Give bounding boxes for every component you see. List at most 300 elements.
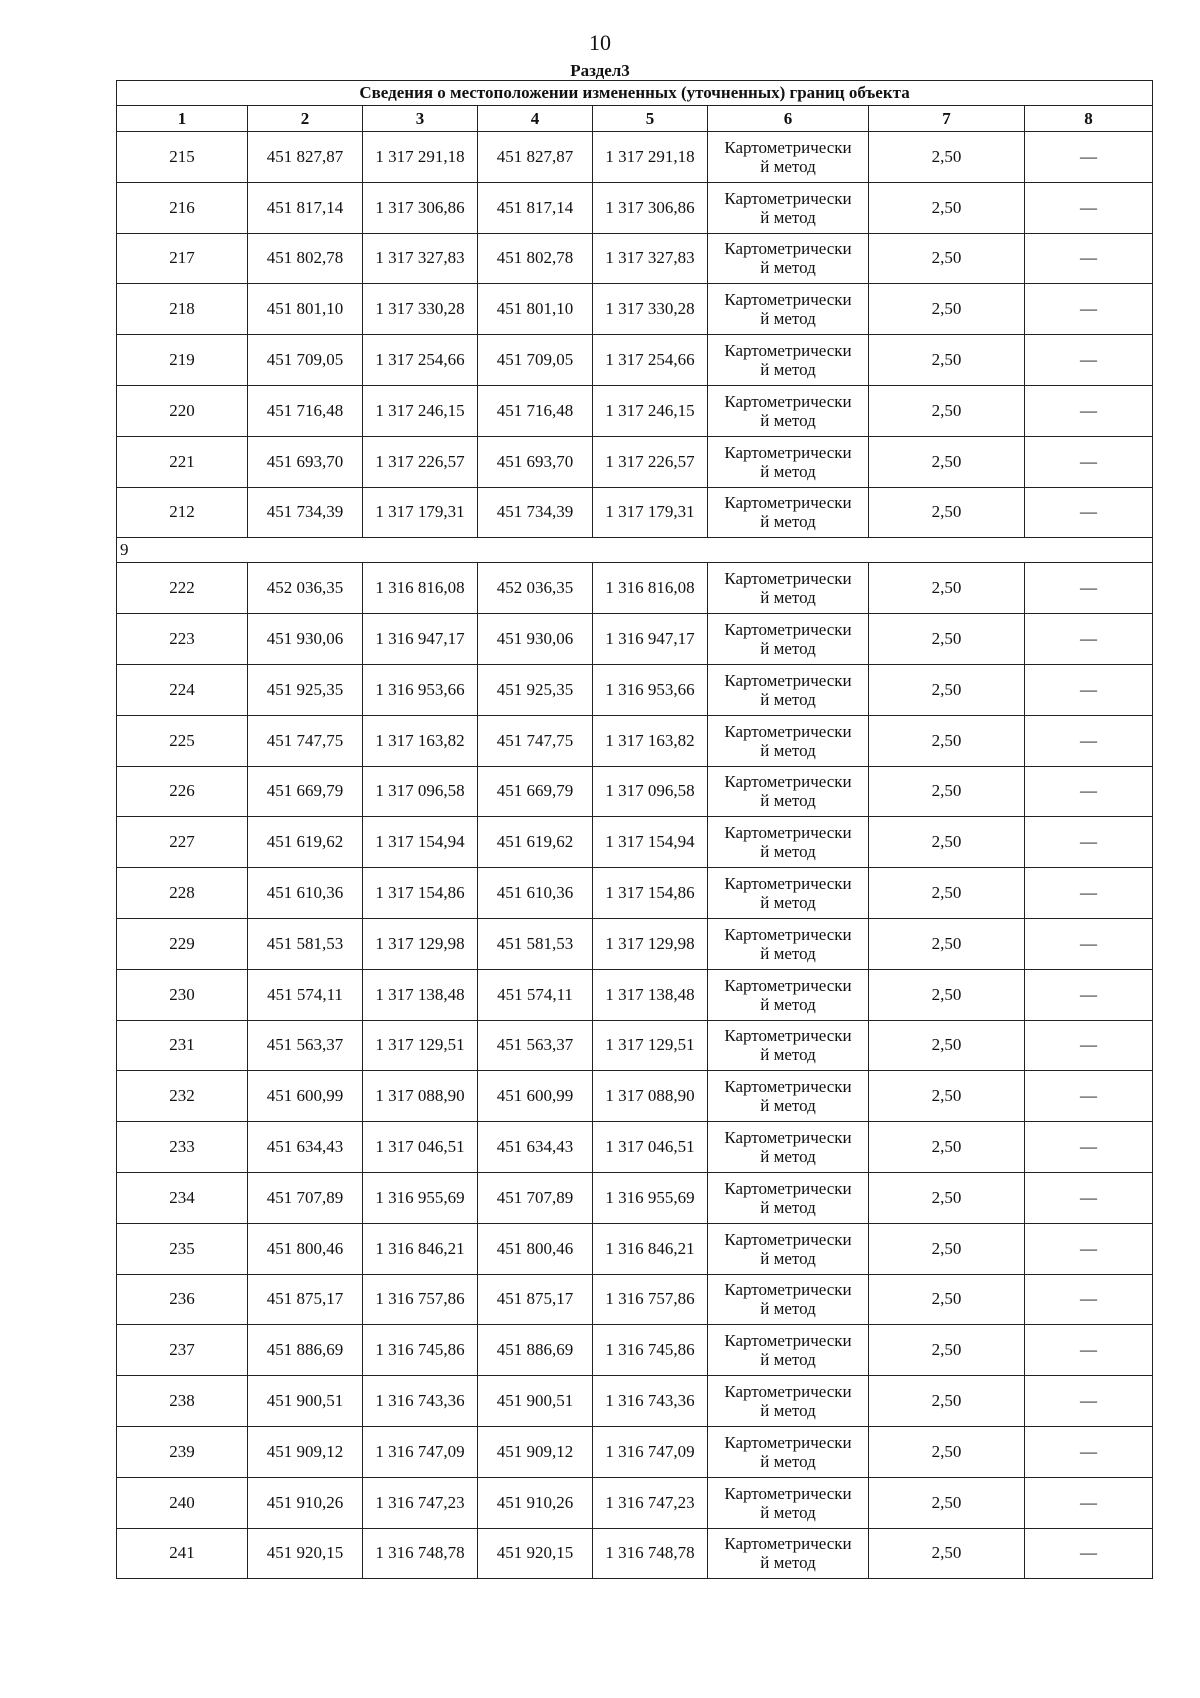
existing-y-cell: 1 316 745,86 <box>363 1325 478 1376</box>
point-number-cell: 226 <box>117 766 248 817</box>
table-row <box>117 132 1153 183</box>
method-text-line-1: Картометрически <box>724 341 852 361</box>
point-number-cell: 223 <box>117 614 248 665</box>
accuracy-cell: 2,50 <box>869 233 1025 284</box>
method-text-line-2: й метод <box>760 360 816 380</box>
existing-y-cell: 1 316 846,21 <box>363 1223 478 1274</box>
accuracy-cell: 2,50 <box>869 1274 1025 1325</box>
method-cell <box>708 918 869 969</box>
method-cell <box>708 1122 869 1173</box>
method-text-line-2: й метод <box>760 893 816 913</box>
existing-x-cell: 451 800,46 <box>248 1223 363 1274</box>
table-row <box>117 1325 1153 1376</box>
method-cell <box>708 969 869 1020</box>
existing-y-cell: 1 316 953,66 <box>363 664 478 715</box>
existing-x-cell: 451 920,15 <box>248 1528 363 1579</box>
table-title-row <box>117 81 1153 106</box>
new-x-cell: 451 802,78 <box>478 233 593 284</box>
table-row <box>117 817 1153 868</box>
table-row <box>117 436 1153 487</box>
existing-y-cell: 1 317 163,82 <box>363 715 478 766</box>
method-text-line-2: й метод <box>760 1451 816 1471</box>
new-x-cell: 451 909,12 <box>478 1426 593 1477</box>
description-cell: — <box>1025 664 1153 715</box>
new-y-cell: 1 317 163,82 <box>593 715 708 766</box>
method-text-line-2: й метод <box>760 1553 816 1573</box>
method-text-line-2: й метод <box>760 791 816 811</box>
section-label: Раздел3 <box>570 61 630 80</box>
existing-y-cell: 1 317 154,86 <box>363 868 478 919</box>
table-row <box>117 766 1153 817</box>
column-number: 6 <box>708 106 869 132</box>
existing-y-cell: 1 317 327,83 <box>363 233 478 284</box>
accuracy-cell: 2,50 <box>869 817 1025 868</box>
existing-x-cell: 452 036,35 <box>248 563 363 614</box>
point-number-cell: 219 <box>117 335 248 386</box>
method-text-line-1: Картометрически <box>724 1331 852 1351</box>
existing-x-cell: 451 634,43 <box>248 1122 363 1173</box>
description-cell: — <box>1025 1426 1153 1477</box>
description-cell: — <box>1025 182 1153 233</box>
table-row <box>117 969 1153 1020</box>
column-number: 1 <box>117 106 248 132</box>
method-cell <box>708 487 869 538</box>
new-x-cell: 451 574,11 <box>478 969 593 1020</box>
new-y-cell: 1 316 816,08 <box>593 563 708 614</box>
description-cell: — <box>1025 1071 1153 1122</box>
existing-x-cell: 451 886,69 <box>248 1325 363 1376</box>
method-text-line-1: Картометрически <box>724 874 852 894</box>
method-text-line-2: й метод <box>760 1299 816 1319</box>
new-y-cell: 1 316 743,36 <box>593 1376 708 1427</box>
accuracy-cell: 2,50 <box>869 715 1025 766</box>
group-row <box>117 538 1153 563</box>
method-cell <box>708 132 869 183</box>
method-text-line-1: Картометрически <box>724 391 852 411</box>
new-y-cell: 1 316 757,86 <box>593 1274 708 1325</box>
method-text-line-2: й метод <box>760 994 816 1014</box>
description-cell: — <box>1025 436 1153 487</box>
table-row <box>117 614 1153 665</box>
existing-x-cell: 451 669,79 <box>248 766 363 817</box>
accuracy-cell: 2,50 <box>869 969 1025 1020</box>
point-number-cell: 227 <box>117 817 248 868</box>
column-number: 8 <box>1025 106 1153 132</box>
table-row <box>117 1376 1153 1427</box>
point-number-cell: 218 <box>117 284 248 335</box>
accuracy-cell: 2,50 <box>869 1477 1025 1528</box>
method-cell <box>708 1477 869 1528</box>
point-number-cell: 228 <box>117 868 248 919</box>
new-x-cell: 451 600,99 <box>478 1071 593 1122</box>
existing-y-cell: 1 317 330,28 <box>363 284 478 335</box>
new-x-cell: 452 036,35 <box>478 563 593 614</box>
new-y-cell: 1 317 154,86 <box>593 868 708 919</box>
method-cell <box>708 1376 869 1427</box>
new-y-cell: 1 317 306,86 <box>593 182 708 233</box>
existing-y-cell: 1 317 179,31 <box>363 487 478 538</box>
new-x-cell: 451 619,62 <box>478 817 593 868</box>
new-x-cell: 451 634,43 <box>478 1122 593 1173</box>
existing-y-cell: 1 317 138,48 <box>363 969 478 1020</box>
new-x-cell: 451 875,17 <box>478 1274 593 1325</box>
table-title: Сведения о местоположении измененных (уточненных) границ объекта <box>117 81 1153 106</box>
new-x-cell: 451 747,75 <box>478 715 593 766</box>
accuracy-cell: 2,50 <box>869 1172 1025 1223</box>
table-row <box>117 1172 1153 1223</box>
point-number-cell: 222 <box>117 563 248 614</box>
point-number-cell: 241 <box>117 1528 248 1579</box>
column-number: 5 <box>593 106 708 132</box>
method-text-line-1: Картометрически <box>724 1534 852 1554</box>
existing-y-cell: 1 317 306,86 <box>363 182 478 233</box>
method-text-line-2: й метод <box>760 842 816 862</box>
method-cell <box>708 868 869 919</box>
new-y-cell: 1 316 745,86 <box>593 1325 708 1376</box>
accuracy-cell: 2,50 <box>869 1122 1025 1173</box>
new-x-cell: 451 800,46 <box>478 1223 593 1274</box>
new-x-cell: 451 669,79 <box>478 766 593 817</box>
method-text-line-1: Картометрически <box>724 721 852 741</box>
new-y-cell: 1 317 254,66 <box>593 335 708 386</box>
table-row <box>117 918 1153 969</box>
new-y-cell: 1 317 096,58 <box>593 766 708 817</box>
column-number-row <box>117 106 1153 132</box>
existing-y-cell: 1 316 747,23 <box>363 1477 478 1528</box>
accuracy-cell: 2,50 <box>869 868 1025 919</box>
existing-y-cell: 1 317 254,66 <box>363 335 478 386</box>
method-cell <box>708 1223 869 1274</box>
point-number-cell: 217 <box>117 233 248 284</box>
new-y-cell: 1 317 179,31 <box>593 487 708 538</box>
column-number: 2 <box>248 106 363 132</box>
existing-y-cell: 1 317 154,94 <box>363 817 478 868</box>
accuracy-cell: 2,50 <box>869 1528 1025 1579</box>
description-cell: — <box>1025 918 1153 969</box>
new-y-cell: 1 316 947,17 <box>593 614 708 665</box>
new-x-cell: 451 930,06 <box>478 614 593 665</box>
point-number-cell: 221 <box>117 436 248 487</box>
method-text-line-1: Картометрически <box>724 1178 852 1198</box>
existing-y-cell: 1 317 246,15 <box>363 385 478 436</box>
point-number-cell: 233 <box>117 1122 248 1173</box>
point-number-cell: 238 <box>117 1376 248 1427</box>
method-text-line-1: Картометрически <box>724 772 852 792</box>
method-text-line-2: й метод <box>760 1401 816 1421</box>
method-text-line-2: й метод <box>760 1096 816 1116</box>
accuracy-cell: 2,50 <box>869 664 1025 715</box>
method-text-line-2: й метод <box>760 1502 816 1522</box>
new-x-cell: 451 925,35 <box>478 664 593 715</box>
new-x-cell: 451 817,14 <box>478 182 593 233</box>
new-x-cell: 451 734,39 <box>478 487 593 538</box>
new-y-cell: 1 316 748,78 <box>593 1528 708 1579</box>
method-text-line-2: й метод <box>760 1248 816 1268</box>
existing-x-cell: 451 817,14 <box>248 182 363 233</box>
table-row <box>117 1071 1153 1122</box>
new-y-cell: 1 317 330,28 <box>593 284 708 335</box>
existing-y-cell: 1 316 816,08 <box>363 563 478 614</box>
method-cell <box>708 1071 869 1122</box>
method-text-line-1: Картометрически <box>724 1432 852 1452</box>
existing-x-cell: 451 747,75 <box>248 715 363 766</box>
accuracy-cell: 2,50 <box>869 385 1025 436</box>
method-text-line-2: й метод <box>760 258 816 278</box>
method-text-line-1: Картометрически <box>724 569 852 589</box>
table-row <box>117 385 1153 436</box>
description-cell: — <box>1025 1274 1153 1325</box>
method-text-line-1: Картометрически <box>724 620 852 640</box>
table-row <box>117 233 1153 284</box>
description-cell: — <box>1025 766 1153 817</box>
method-text-line-2: й метод <box>760 156 816 176</box>
table-row <box>117 1426 1153 1477</box>
description-cell: — <box>1025 335 1153 386</box>
accuracy-cell: 2,50 <box>869 1426 1025 1477</box>
point-number-cell: 216 <box>117 182 248 233</box>
method-text-line-2: й метод <box>760 588 816 608</box>
point-number-cell: 232 <box>117 1071 248 1122</box>
method-text-line-2: й метод <box>760 410 816 430</box>
description-cell: — <box>1025 817 1153 868</box>
existing-y-cell: 1 317 088,90 <box>363 1071 478 1122</box>
method-text-line-1: Картометрически <box>724 1483 852 1503</box>
page-number: 10 <box>589 30 611 55</box>
description-cell: — <box>1025 233 1153 284</box>
method-text-line-2: й метод <box>760 309 816 329</box>
method-text-line-1: Картометрически <box>724 975 852 995</box>
method-cell <box>708 1274 869 1325</box>
method-text-line-2: й метод <box>760 1197 816 1217</box>
method-cell <box>708 1426 869 1477</box>
coordinates-table <box>116 80 1153 1579</box>
existing-x-cell: 451 610,36 <box>248 868 363 919</box>
existing-y-cell: 1 316 947,17 <box>363 614 478 665</box>
accuracy-cell: 2,50 <box>869 1223 1025 1274</box>
method-cell <box>708 1172 869 1223</box>
table-row <box>117 1122 1153 1173</box>
accuracy-cell: 2,50 <box>869 918 1025 969</box>
method-text-line-2: й метод <box>760 207 816 227</box>
new-y-cell: 1 316 747,09 <box>593 1426 708 1477</box>
existing-y-cell: 1 317 291,18 <box>363 132 478 183</box>
method-text-line-1: Картометрически <box>724 823 852 843</box>
new-x-cell: 451 920,15 <box>478 1528 593 1579</box>
accuracy-cell: 2,50 <box>869 1071 1025 1122</box>
existing-x-cell: 451 581,53 <box>248 918 363 969</box>
existing-y-cell: 1 316 757,86 <box>363 1274 478 1325</box>
method-cell <box>708 817 869 868</box>
existing-y-cell: 1 317 046,51 <box>363 1122 478 1173</box>
accuracy-cell: 2,50 <box>869 436 1025 487</box>
description-cell: — <box>1025 614 1153 665</box>
method-cell <box>708 614 869 665</box>
method-cell <box>708 182 869 233</box>
new-y-cell: 1 317 088,90 <box>593 1071 708 1122</box>
method-text-line-2: й метод <box>760 689 816 709</box>
point-number-cell: 224 <box>117 664 248 715</box>
new-x-cell: 451 910,26 <box>478 1477 593 1528</box>
new-x-cell: 451 707,89 <box>478 1172 593 1223</box>
existing-x-cell: 451 925,35 <box>248 664 363 715</box>
new-x-cell: 451 886,69 <box>478 1325 593 1376</box>
table-row <box>117 284 1153 335</box>
accuracy-cell: 2,50 <box>869 1376 1025 1427</box>
table-row <box>117 1274 1153 1325</box>
method-text-line-1: Картометрически <box>724 493 852 513</box>
new-y-cell: 1 317 291,18 <box>593 132 708 183</box>
new-y-cell: 1 317 226,57 <box>593 436 708 487</box>
method-text-line-2: й метод <box>760 1045 816 1065</box>
method-text-line-1: Картометрически <box>724 137 852 157</box>
method-text-line-1: Картометрически <box>724 1229 852 1249</box>
existing-x-cell: 451 563,37 <box>248 1020 363 1071</box>
point-number-cell: 236 <box>117 1274 248 1325</box>
table-row <box>117 664 1153 715</box>
point-number-cell: 212 <box>117 487 248 538</box>
method-text-line-2: й метод <box>760 639 816 659</box>
table-row <box>117 563 1153 614</box>
table-row <box>117 1020 1153 1071</box>
method-text-line-2: й метод <box>760 943 816 963</box>
new-x-cell: 451 716,48 <box>478 385 593 436</box>
new-y-cell: 1 317 327,83 <box>593 233 708 284</box>
existing-y-cell: 1 316 955,69 <box>363 1172 478 1223</box>
new-y-cell: 1 317 138,48 <box>593 969 708 1020</box>
point-number-cell: 231 <box>117 1020 248 1071</box>
table-row <box>117 487 1153 538</box>
new-y-cell: 1 317 246,15 <box>593 385 708 436</box>
existing-x-cell: 451 827,87 <box>248 132 363 183</box>
accuracy-cell: 2,50 <box>869 284 1025 335</box>
existing-y-cell: 1 316 743,36 <box>363 1376 478 1427</box>
existing-x-cell: 451 709,05 <box>248 335 363 386</box>
method-cell <box>708 1528 869 1579</box>
method-text-line-2: й метод <box>760 1147 816 1167</box>
new-y-cell: 1 317 129,98 <box>593 918 708 969</box>
method-text-line-1: Картометрически <box>724 290 852 310</box>
method-text-line-2: й метод <box>760 740 816 760</box>
description-cell: — <box>1025 969 1153 1020</box>
existing-x-cell: 451 802,78 <box>248 233 363 284</box>
column-number: 4 <box>478 106 593 132</box>
existing-x-cell: 451 619,62 <box>248 817 363 868</box>
method-text-line-1: Картометрически <box>724 239 852 259</box>
description-cell: — <box>1025 1223 1153 1274</box>
new-y-cell: 1 316 953,66 <box>593 664 708 715</box>
point-number-cell: 240 <box>117 1477 248 1528</box>
existing-x-cell: 451 900,51 <box>248 1376 363 1427</box>
existing-y-cell: 1 316 747,09 <box>363 1426 478 1477</box>
description-cell: — <box>1025 1528 1153 1579</box>
description-cell: — <box>1025 284 1153 335</box>
method-cell <box>708 563 869 614</box>
existing-y-cell: 1 317 129,51 <box>363 1020 478 1071</box>
method-cell <box>708 664 869 715</box>
method-text-line-1: Картометрически <box>724 1077 852 1097</box>
new-x-cell: 451 827,87 <box>478 132 593 183</box>
point-number-cell: 234 <box>117 1172 248 1223</box>
point-number-cell: 239 <box>117 1426 248 1477</box>
new-y-cell: 1 317 129,51 <box>593 1020 708 1071</box>
new-y-cell: 1 316 846,21 <box>593 1223 708 1274</box>
description-cell: — <box>1025 563 1153 614</box>
point-number-cell: 230 <box>117 969 248 1020</box>
new-x-cell: 451 801,10 <box>478 284 593 335</box>
accuracy-cell: 2,50 <box>869 1325 1025 1376</box>
existing-x-cell: 451 707,89 <box>248 1172 363 1223</box>
new-x-cell: 451 563,37 <box>478 1020 593 1071</box>
method-text-line-2: й метод <box>760 461 816 481</box>
method-text-line-1: Картометрически <box>724 188 852 208</box>
table-row <box>117 182 1153 233</box>
method-text-line-1: Картометрически <box>724 442 852 462</box>
existing-y-cell: 1 317 226,57 <box>363 436 478 487</box>
method-text-line-1: Картометрически <box>724 1026 852 1046</box>
existing-x-cell: 451 716,48 <box>248 385 363 436</box>
method-cell <box>708 284 869 335</box>
existing-x-cell: 451 574,11 <box>248 969 363 1020</box>
method-cell <box>708 715 869 766</box>
accuracy-cell: 2,50 <box>869 563 1025 614</box>
existing-x-cell: 451 909,12 <box>248 1426 363 1477</box>
new-y-cell: 1 316 955,69 <box>593 1172 708 1223</box>
existing-y-cell: 1 316 748,78 <box>363 1528 478 1579</box>
method-text-line-1: Картометрически <box>724 670 852 690</box>
method-text-line-1: Картометрически <box>724 924 852 944</box>
new-x-cell: 451 900,51 <box>478 1376 593 1427</box>
description-cell: — <box>1025 1325 1153 1376</box>
new-y-cell: 1 316 747,23 <box>593 1477 708 1528</box>
method-text-line-1: Картометрически <box>724 1128 852 1148</box>
description-cell: — <box>1025 1172 1153 1223</box>
accuracy-cell: 2,50 <box>869 132 1025 183</box>
method-text-line-2: й метод <box>760 512 816 532</box>
new-y-cell: 1 317 154,94 <box>593 817 708 868</box>
accuracy-cell: 2,50 <box>869 335 1025 386</box>
method-cell <box>708 1020 869 1071</box>
description-cell: — <box>1025 132 1153 183</box>
method-cell <box>708 385 869 436</box>
existing-x-cell: 451 875,17 <box>248 1274 363 1325</box>
existing-x-cell: 451 910,26 <box>248 1477 363 1528</box>
description-cell: — <box>1025 715 1153 766</box>
point-number-cell: 215 <box>117 132 248 183</box>
group-label: 9 <box>117 538 1153 563</box>
description-cell: — <box>1025 1020 1153 1071</box>
description-cell: — <box>1025 385 1153 436</box>
point-number-cell: 235 <box>117 1223 248 1274</box>
point-number-cell: 220 <box>117 385 248 436</box>
table-row <box>117 1528 1153 1579</box>
existing-y-cell: 1 317 129,98 <box>363 918 478 969</box>
point-number-cell: 237 <box>117 1325 248 1376</box>
accuracy-cell: 2,50 <box>869 614 1025 665</box>
table-row <box>117 868 1153 919</box>
method-text-line-2: й метод <box>760 1350 816 1370</box>
point-number-cell: 229 <box>117 918 248 969</box>
description-cell: — <box>1025 487 1153 538</box>
column-number: 3 <box>363 106 478 132</box>
accuracy-cell: 2,50 <box>869 1020 1025 1071</box>
new-x-cell: 451 693,70 <box>478 436 593 487</box>
table-row <box>117 715 1153 766</box>
table-row <box>117 335 1153 386</box>
existing-x-cell: 451 930,06 <box>248 614 363 665</box>
method-cell <box>708 1325 869 1376</box>
existing-x-cell: 451 801,10 <box>248 284 363 335</box>
existing-x-cell: 451 734,39 <box>248 487 363 538</box>
